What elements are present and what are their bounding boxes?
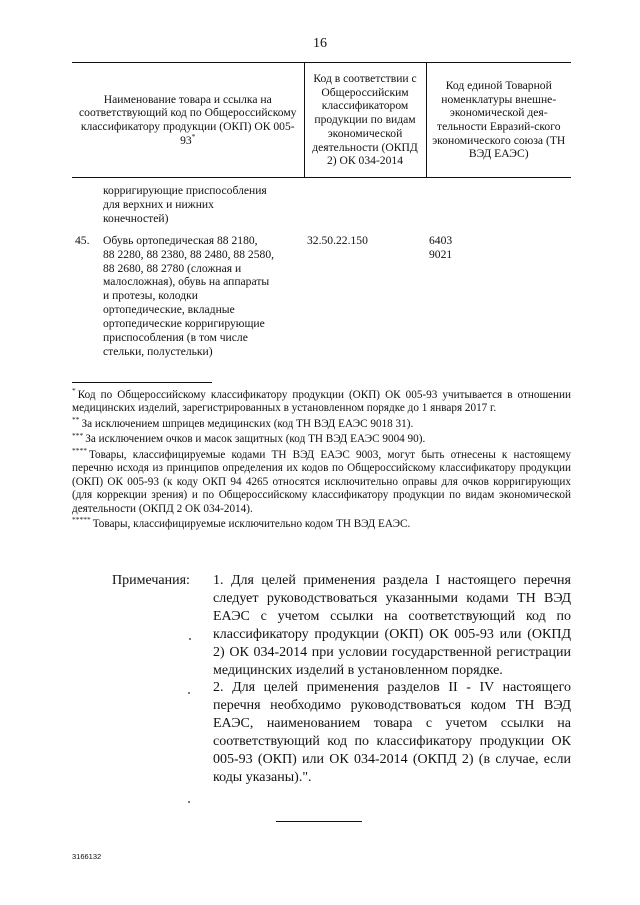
row-name-line: ортопедические, вкладные xyxy=(103,303,235,317)
footnote xyxy=(72,415,571,431)
tnved-code: 9021 xyxy=(429,247,453,261)
header-tnved-code: Код единой Товарной номенклатуры внешне-экономической дея-тельности Евразий-ского экономического союза (ТН ВЭД ЕАЭС) xyxy=(426,63,571,178)
notes-body xyxy=(213,572,571,787)
row-name-line: и протезы, колодки xyxy=(103,289,198,303)
products-table xyxy=(72,62,571,359)
footnote xyxy=(72,386,571,416)
footnote-mark: * xyxy=(72,386,76,396)
table-header-row xyxy=(72,63,571,178)
footnote-text: Код по Общероссийскому классификатору продукции (ОКП) ОК 005-93 учитывается в отношении медицинских изделий, зарегистрированных в установленном порядке до 1 января 2017 г. xyxy=(72,389,571,415)
tnved-code: 6403 xyxy=(429,233,453,247)
footnote xyxy=(72,515,571,531)
footnote-mark: ** xyxy=(72,415,80,425)
row-name-line: приспособления (в том числе xyxy=(103,331,248,345)
scan-speck xyxy=(188,692,190,694)
header-product-name: Наименование товара и ссылка на соответствующий код по Общероссийскому классификатору продукции (ОКП) ОК 005-93* xyxy=(72,63,304,178)
row-okpd2-code: 32.50.22.150 xyxy=(307,233,368,247)
table-row-continuation xyxy=(72,178,571,226)
row-name-cell xyxy=(72,226,304,359)
footnote-text: За исключением шприцев медицинских (код ТН ВЭД ЕАЭС 9018 31). xyxy=(81,417,414,430)
footnote-mark: *** xyxy=(72,430,84,440)
continuation-text xyxy=(72,178,304,226)
row-number: 45. xyxy=(75,233,90,247)
document-code: 3166132 xyxy=(72,852,102,861)
footnote-mark: **** xyxy=(72,446,87,456)
continuation-line: для верхних и нижних xyxy=(103,197,214,211)
scan-speck xyxy=(188,801,190,803)
footnotes xyxy=(72,386,571,533)
footnote-mark: ***** xyxy=(72,515,91,525)
note-item: 2. Для целей применения разделов II - IV настоящего перечня необходимо руководствоваться кодом ТН ВЭД ЕАЭС, наименованием товара с учетом ссылки на соответствующий код по классификатору продукции ОК 005-93 (ОКП) или ОК 034-2014 (ОКПД 2) (в случае, если коды указаны).". xyxy=(213,680,571,785)
row-tnved-codes xyxy=(426,226,571,359)
page-number: 16 xyxy=(313,36,327,51)
row-name-line: Обувь ортопедическая 88 2180, xyxy=(103,233,258,247)
end-separator xyxy=(276,821,362,822)
footnote xyxy=(72,430,571,446)
footnote xyxy=(72,446,571,516)
table-row xyxy=(72,226,571,359)
header-footnote-mark: * xyxy=(191,131,196,141)
note-item: 1. Для целей применения раздела I настоящего перечня следует руководствоваться указанными кодами ТН ВЭД ЕАЭС с учетом ссылки на соответствующий код по классификатору продукции (ОКП) ОК 005-93 или (ОКПД 2) ОК 034-2014 при условии государственной регистрации медицинских изделий в установленном порядке. xyxy=(213,573,571,678)
scan-speck xyxy=(189,638,191,640)
footnote-text: Товары, классифицируемые кодами ТН ВЭД ЕАЭС 9003, могут быть отнесены к настоящему перечню исходя из принципов определения их кодов по Общероссийскому классификатору продукции (ОКП) ОК 005-93 (к коду ОКП 94 4265 относятся исключительно оправы для очков корригирующих (для коррекции зрения) и по Общероссийскому классификатору продукции по видам экономической деятельности (ОКПД 2 ОК 034-2014). xyxy=(72,448,571,515)
footnote-separator xyxy=(72,382,212,383)
row-name-line: 88 2680, 88 2780 (сложная и xyxy=(103,261,242,275)
row-name-line: ортопедические корригирующие xyxy=(103,317,265,331)
row-name-line: стельки, полустельки) xyxy=(103,344,213,358)
row-name-line: 88 2280, 88 2380, 88 2480, 88 2580, xyxy=(103,247,275,261)
footnote-text: За исключением очков и масок защитных (код ТН ВЭД ЕАЭС 9004 90). xyxy=(85,433,426,446)
header-okpd2-code: Код в соответствии с Общероссийским классификатором продукции по видам экономической деятельности (ОКПД 2) ОК 034-2014 xyxy=(304,63,426,178)
continuation-line: конечностей) xyxy=(103,211,169,225)
row-name-line: малосложная), обувь на аппараты xyxy=(103,275,270,289)
continuation-line: корригирующие приспособления xyxy=(103,184,267,197)
notes-label: Примечания: xyxy=(112,573,190,588)
footnote-text: Товары, классифицируемые исключительно кодом ТН ВЭД ЕАЭС. xyxy=(92,517,411,530)
